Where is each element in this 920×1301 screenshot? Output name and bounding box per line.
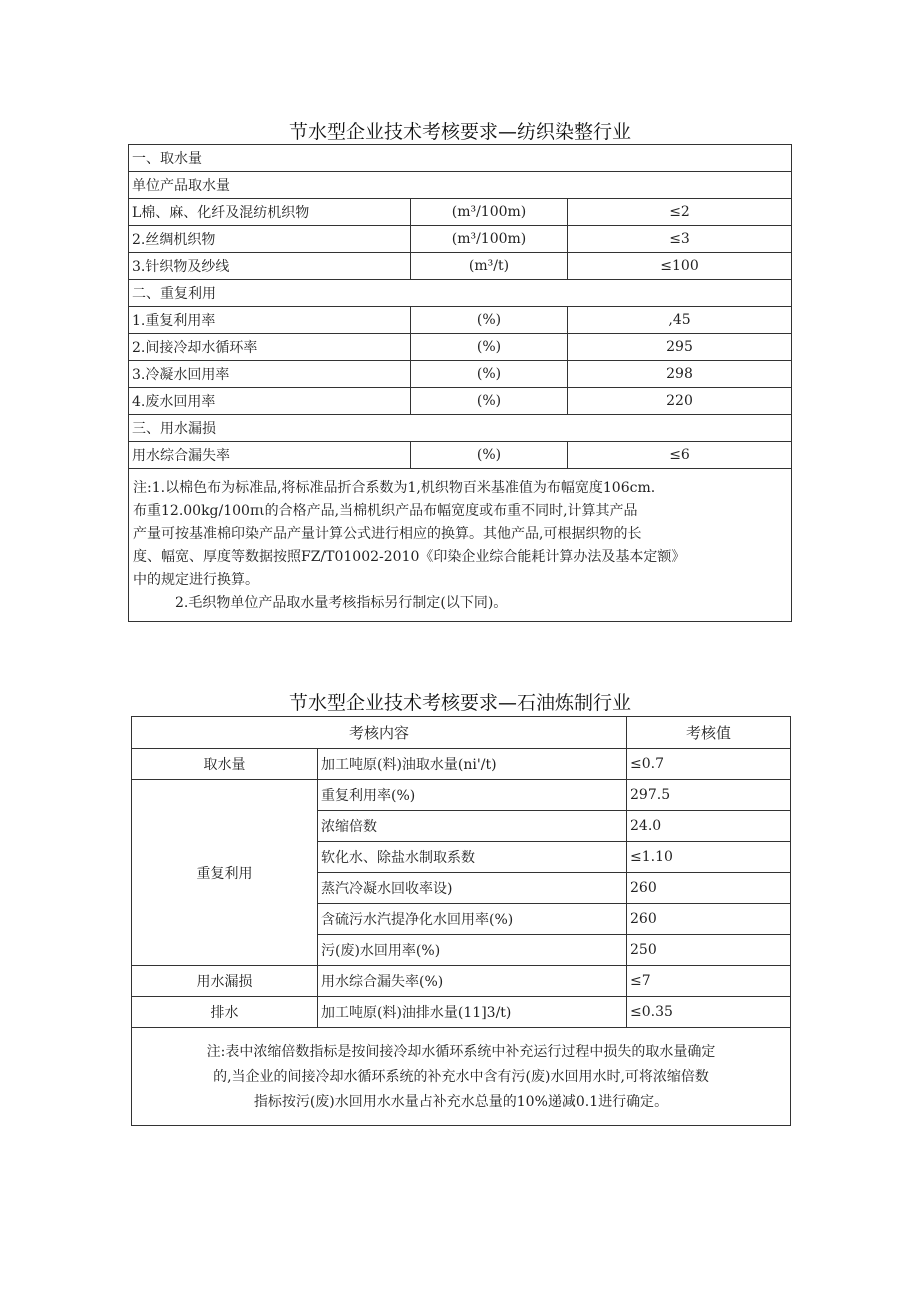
value-cell: 250	[627, 935, 791, 966]
note-line: 中的规定进行换算。	[133, 572, 259, 588]
table-row	[129, 172, 792, 199]
item-unit: (%)	[411, 334, 568, 361]
value-cell: ≤0.35	[627, 997, 791, 1028]
refining-requirements-table	[131, 716, 791, 1126]
note-line: 度、幅宽、厚度等数据按照FZ/T01002-2010《印染企业综合能耗计算办法及基本定额》	[133, 549, 686, 565]
table-row	[129, 199, 792, 226]
item-cell: 含硫污水汽提净化水回用率(%)	[318, 904, 627, 935]
table-row	[132, 997, 791, 1028]
item-cell: 重复利用率(%)	[318, 780, 627, 811]
table1-title: 节水型企业技术考核要求—纺织染整行业	[288, 121, 631, 143]
value-cell: 24.0	[627, 811, 791, 842]
item-label: 2.间接冷却水循环率	[129, 334, 411, 361]
item-unit: (m³/100m)	[411, 226, 568, 253]
item-label: 3.冷凝水回用率	[129, 361, 411, 388]
section-label: 三、用水漏损	[129, 415, 792, 442]
header-row	[132, 717, 791, 749]
item-unit: (%)	[411, 442, 568, 469]
item-unit: (%)	[411, 307, 568, 334]
item-unit: (m³/100m)	[411, 199, 568, 226]
item-label: 2.丝绸机织物	[129, 226, 411, 253]
item-cell: 污(废)水回用率(%)	[318, 935, 627, 966]
value-cell: ≤0.7	[627, 749, 791, 780]
item-unit: (%)	[411, 361, 568, 388]
section-label: 单位产品取水量	[129, 172, 792, 199]
item-label: 4.废水回用率	[129, 388, 411, 415]
table-row	[129, 442, 792, 469]
category-cell: 用水漏损	[132, 966, 318, 997]
table-row	[129, 307, 792, 334]
section-label: 二、重复利用	[129, 280, 792, 307]
table-row	[129, 361, 792, 388]
note-line: 指标按污(废)水回用水水量占补充水总量的10%递减0.1进行确定。	[253, 1094, 669, 1110]
item-value: 220	[568, 388, 792, 415]
item-cell: 加工吨原(料)油排水量(11]3/t)	[318, 997, 627, 1028]
note-line: 的,当企业的间接冷却水循环系统的补充水中含有污(废)水回用水时,可将浓缩倍数	[213, 1069, 709, 1085]
table2-note	[132, 1028, 791, 1126]
note-row	[132, 1028, 791, 1126]
table-row	[132, 749, 791, 780]
item-cell: 用水综合漏失率(%)	[318, 966, 627, 997]
table-row	[129, 226, 792, 253]
table-row	[132, 966, 791, 997]
category-cell: 排水	[132, 997, 318, 1028]
table-row	[129, 415, 792, 442]
item-label: 3.针织物及纱线	[129, 253, 411, 280]
item-cell: 软化水、除盐水制取系数	[318, 842, 627, 873]
note-line: 注:1.以棉色布为标准品,将标准品折合系数为1,机织物百米基准值为布幅宽度106cm.	[133, 480, 656, 496]
table-row	[129, 145, 792, 172]
item-value: ,45	[568, 307, 792, 334]
item-cell: 浓缩倍数	[318, 811, 627, 842]
category-cell: 取水量	[132, 749, 318, 780]
value-cell: ≤7	[627, 966, 791, 997]
note-line: 2.毛织物单位产品取水量考核指标另行制定(以下同)。	[175, 595, 508, 611]
item-value: ≤3	[568, 226, 792, 253]
table-row	[129, 334, 792, 361]
item-value: ≤100	[568, 253, 792, 280]
item-unit: (m³/t)	[411, 253, 568, 280]
value-cell: ≤1.10	[627, 842, 791, 873]
item-value: ≤2	[568, 199, 792, 226]
value-cell: 260	[627, 904, 791, 935]
header-value: 考核值	[627, 717, 791, 749]
table-row	[132, 780, 791, 811]
textile-requirements-table	[128, 144, 792, 622]
item-cell: 蒸汽冷凝水回收率设)	[318, 873, 627, 904]
item-unit: (%)	[411, 388, 568, 415]
item-label: 1.重复利用率	[129, 307, 411, 334]
item-label: L棉、麻、化纤及混纺机织物	[129, 199, 411, 226]
note-row	[129, 469, 792, 622]
item-value: 298	[568, 361, 792, 388]
table-row	[129, 253, 792, 280]
value-cell: 297.5	[627, 780, 791, 811]
table-row	[129, 388, 792, 415]
item-value: 295	[568, 334, 792, 361]
header-content: 考核内容	[132, 717, 627, 749]
section-label: 一、取水量	[129, 145, 792, 172]
note-line: 布重12.00kg/100πι的合格产品,当棉机织产品布幅宽度或布重不同时,计算其产品	[133, 503, 638, 519]
table1-note	[129, 469, 792, 622]
value-cell: 260	[627, 873, 791, 904]
note-line: 注:表中浓缩倍数指标是按间接冷却水循环系统中补充运行过程中损失的取水量确定	[206, 1044, 716, 1060]
note-line: 产量可按基准棉印染产品产量计算公式进行相应的换算。其他产品,可根据织物的长	[133, 526, 642, 542]
category-cell: 重复利用	[132, 780, 318, 966]
item-cell: 加工吨原(料)油取水量(ni'/t)	[318, 749, 627, 780]
item-value: ≤6	[568, 442, 792, 469]
table-row	[129, 280, 792, 307]
table2-title: 节水型企业技术考核要求—石油炼制行业	[288, 692, 631, 714]
item-label: 用水综合漏失率	[129, 442, 411, 469]
